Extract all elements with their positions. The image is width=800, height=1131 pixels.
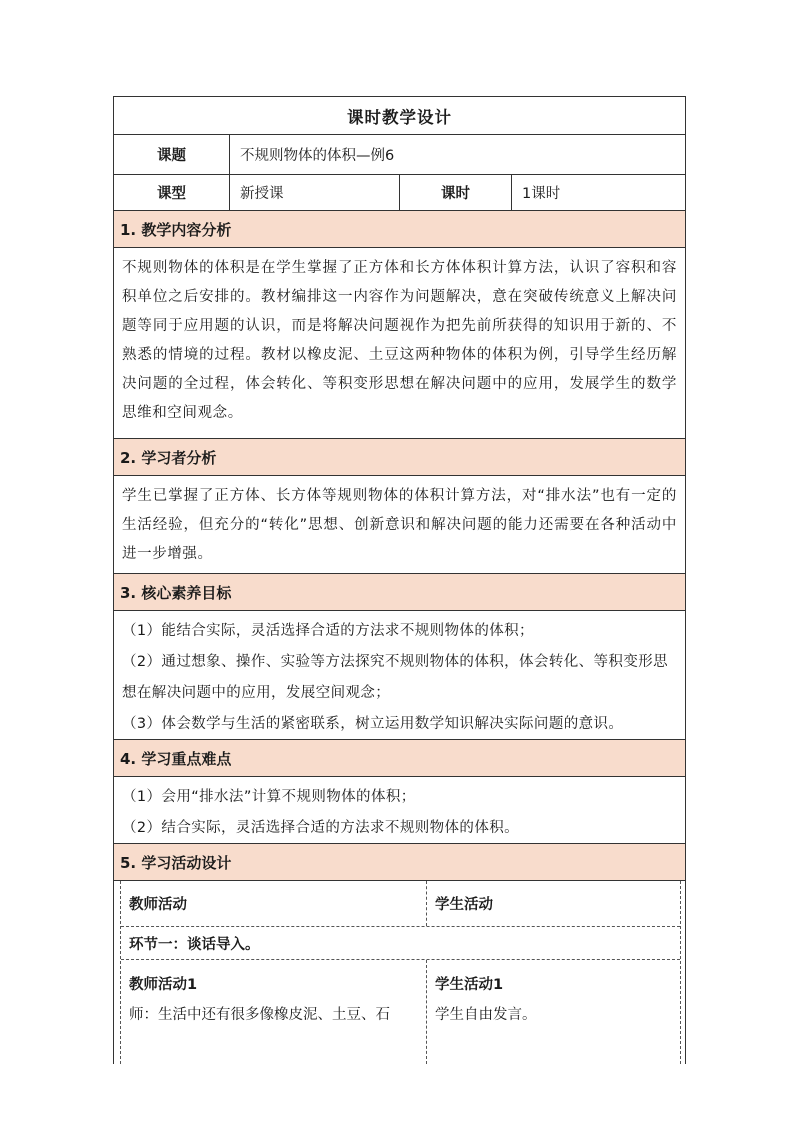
section-4-title: 4. 学习重点难点	[114, 740, 685, 777]
topic-row	[114, 135, 685, 175]
type-row	[114, 175, 685, 211]
student-activity-1-text: 学生自由发言。	[435, 1007, 537, 1023]
activity-header-row	[121, 881, 680, 927]
topic-label: 课题	[114, 135, 230, 174]
section-4-list	[114, 777, 525, 843]
type-label: 课型	[114, 175, 230, 210]
goal-item: （2）通过想象、操作、实验等方法探究不规则物体的体积，体会转化、等积变形思想在解决问题中的应用，发展空间观念；	[122, 654, 669, 701]
section-2-body	[114, 476, 685, 574]
hours-value: 1课时	[522, 186, 561, 202]
lesson-design-table	[113, 96, 686, 1064]
section-3-list	[114, 611, 685, 739]
student-activity-header: 学生活动	[435, 897, 493, 913]
section-2-title: 2. 学习者分析	[114, 439, 685, 476]
teacher-activity-1	[121, 960, 427, 1064]
section-1-body	[114, 248, 685, 439]
teacher-activity-header: 教师活动	[121, 881, 427, 926]
segment-1-title: 环节一：谈话导入。	[121, 927, 680, 960]
key-point-item: （2）结合实际，灵活选择合适的方法求不规则物体的体积。	[122, 820, 520, 836]
teacher-activity-1-title: 教师活动1	[129, 977, 198, 993]
goal-item: （1）能结合实际，灵活选择合适的方法求不规则物体的体积；	[122, 623, 534, 639]
section-5-title: 5. 学习活动设计	[114, 844, 685, 881]
hours-label: 课时	[400, 175, 512, 210]
goal-item: （3）体会数学与生活的紧密联系，树立运用数学知识解决实际问题的意识。	[122, 716, 624, 732]
student-activity-1	[427, 960, 680, 1064]
activity-table	[120, 881, 681, 1064]
section-1-text: 不规则物体的体积是在学生掌握了正方体和长方体体积计算方法，认识了容积和容积单位之后安排的。教材编排这一内容作为问题解决，意在突破传统意义上解决问题等同于应用题的认识，而是将解决问题视作为把先前所获得的知识用于新的、不熟悉的情境的过程。教材以橡皮泥、土豆这两种物体的体积为例，引导学生经历解决问题的全过程，体会转化、等积变形思想在解决问题中的应用，发展学生的数学思维和空间观念。	[122, 260, 677, 421]
section-4-body	[114, 777, 685, 844]
section-2-text: 学生已掌握了正方体、长方体等规则物体的体积计算方法，对“排水法”也有一定的生活经验，但充分的“转化”思想、创新意识和解决问题的能力还需要在各种活动中进一步增强。	[122, 488, 677, 562]
student-activity-1-title: 学生活动1	[435, 977, 504, 993]
section-3-title: 3. 核心素养目标	[114, 574, 685, 611]
activity-1-row	[121, 960, 680, 1064]
section-3-body	[114, 611, 685, 740]
key-point-item: （1）会用“排水法”计算不规则物体的体积；	[122, 789, 416, 805]
section-1-title: 1. 教学内容分析	[114, 211, 685, 248]
doc-title: 课时教学设计	[114, 97, 685, 135]
activity-area	[114, 881, 685, 1064]
teacher-activity-1-text: 师：生活中还有很多像橡皮泥、土豆、石	[129, 1007, 390, 1023]
topic-value: 不规则物体的体积—例6	[240, 148, 395, 164]
type-value: 新授课	[230, 175, 400, 210]
